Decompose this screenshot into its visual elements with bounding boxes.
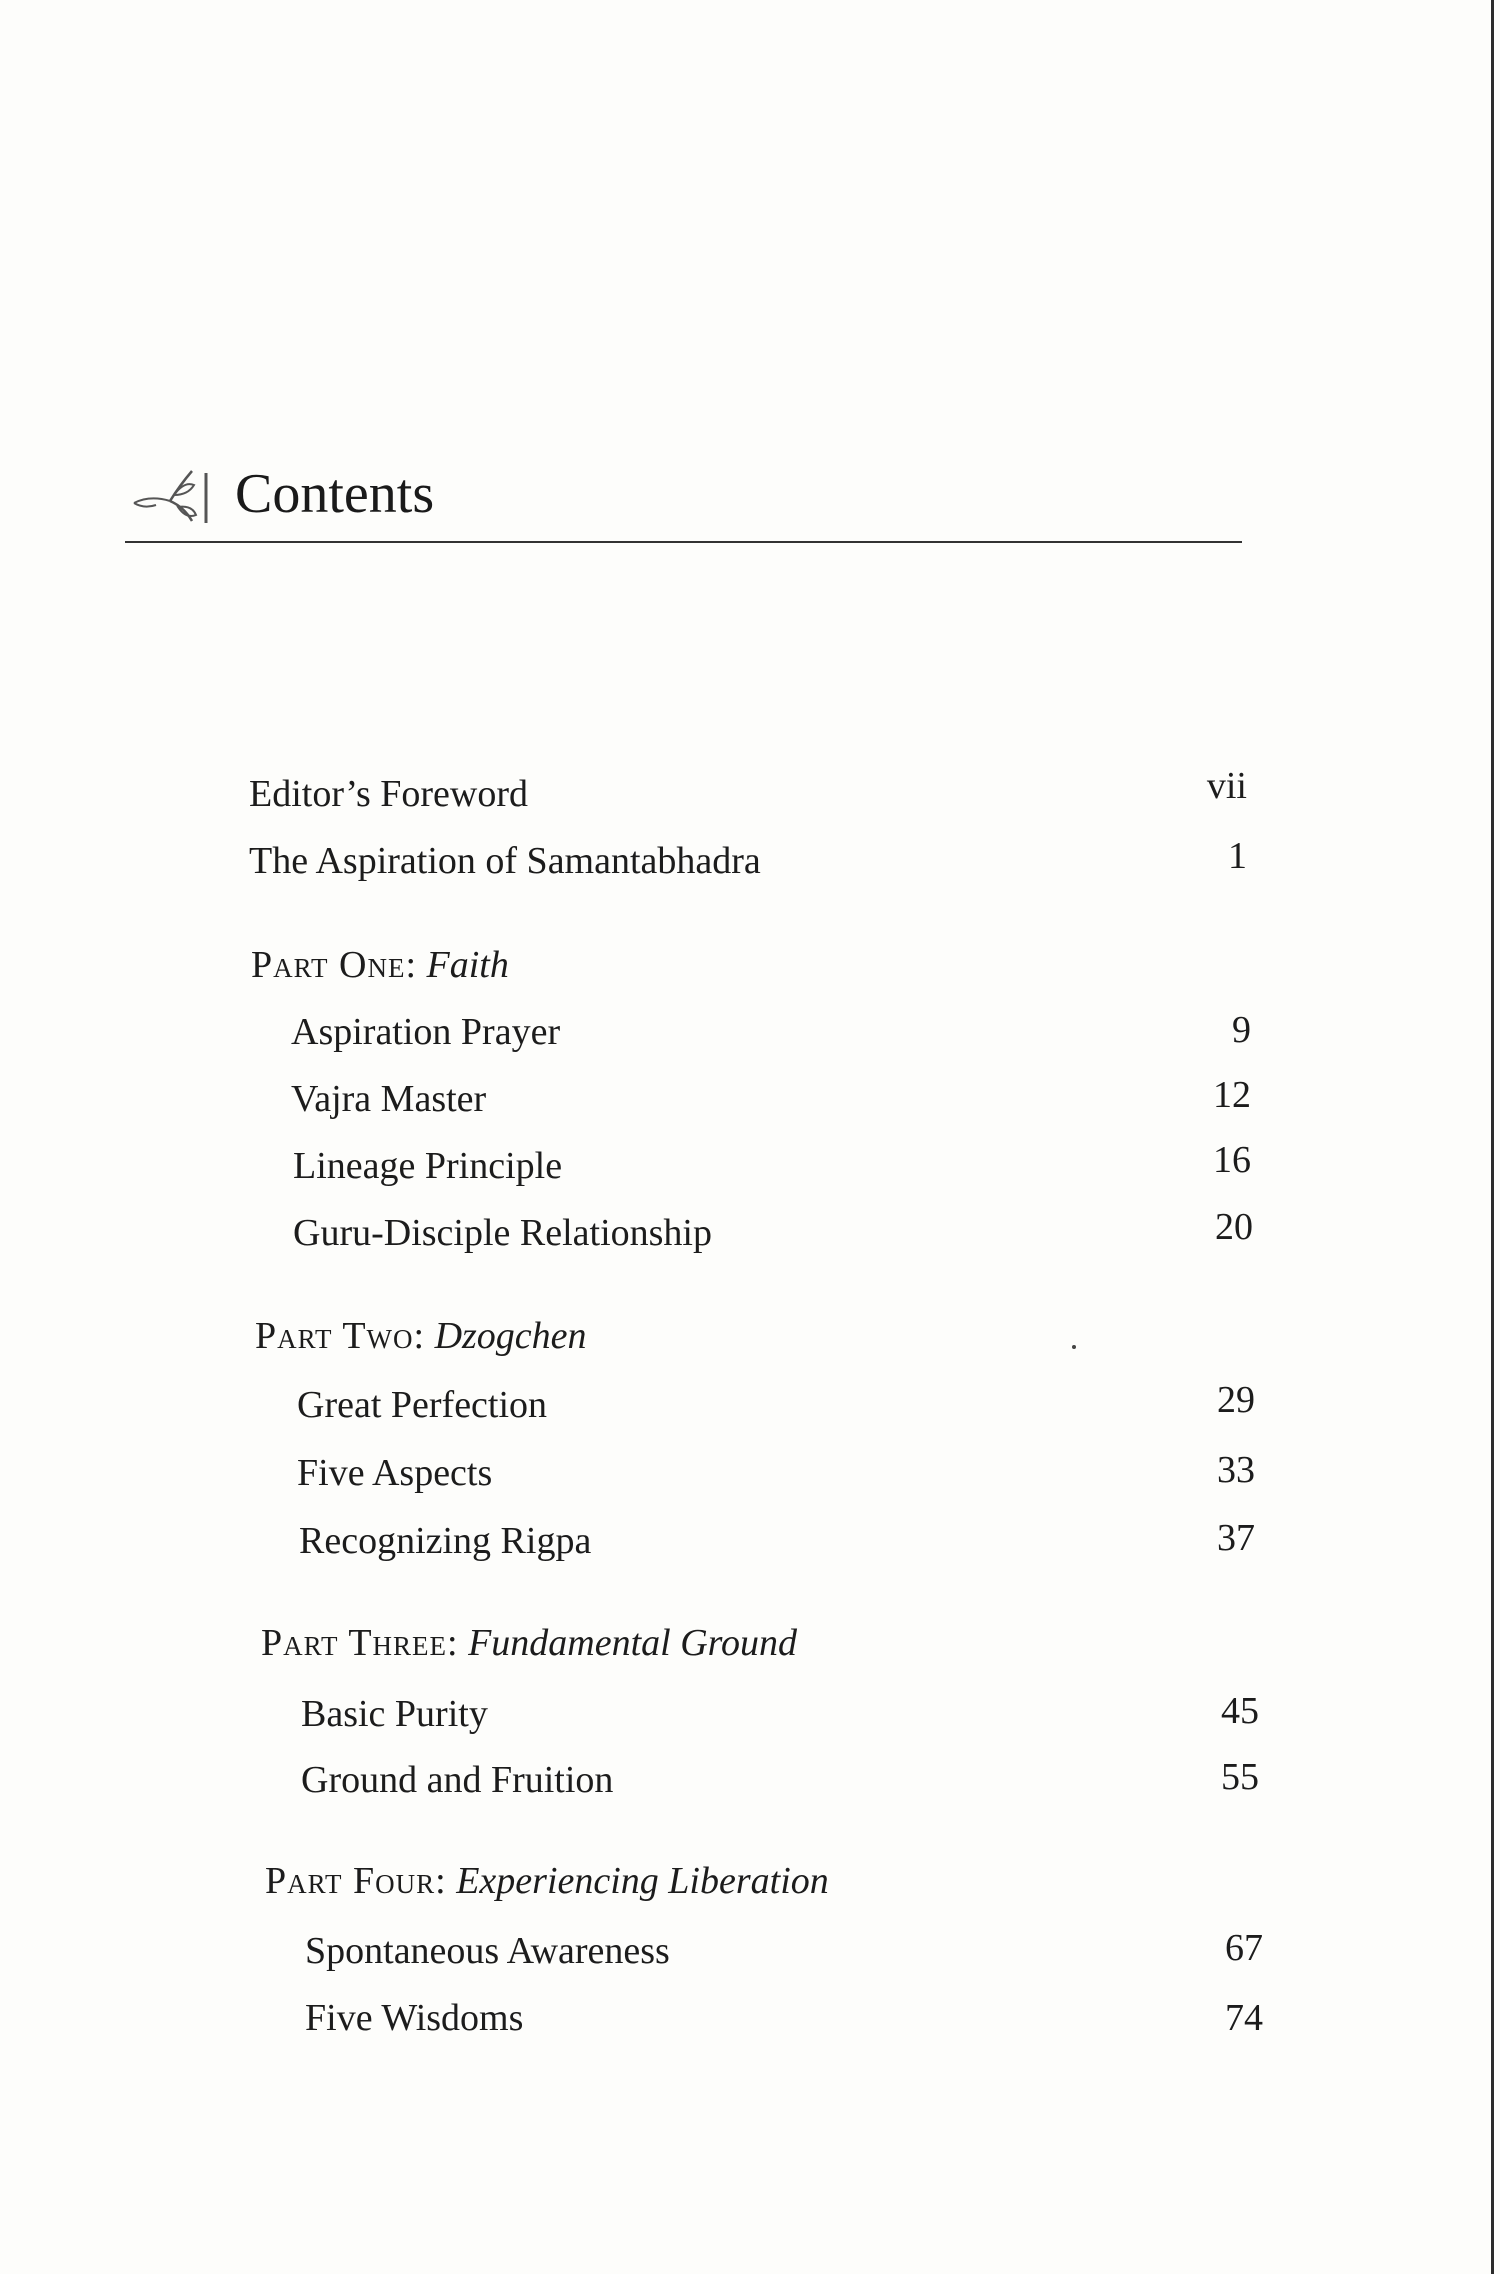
toc-entry-title[interactable]: Five Wisdoms bbox=[305, 1997, 524, 2039]
toc-entry-title[interactable]: Ground and Fruition bbox=[301, 1759, 614, 1801]
toc-entry-title[interactable]: Vajra Master bbox=[291, 1078, 487, 1120]
part-subject: Fundamental Ground bbox=[468, 1622, 798, 1664]
part-subject: Faith bbox=[426, 944, 509, 986]
toc-entry-page: 20 bbox=[1215, 1206, 1253, 1248]
part-heading bbox=[251, 943, 509, 987]
toc-entry-page: 1 bbox=[1228, 835, 1247, 877]
toc-entry-page: 29 bbox=[1217, 1379, 1255, 1421]
toc-entry-title[interactable]: Editor’s Foreword bbox=[249, 773, 528, 815]
toc-entry-page: 16 bbox=[1213, 1139, 1251, 1181]
part-label: Part Four: bbox=[265, 1860, 447, 1902]
toc-entry-title[interactable]: Recognizing Rigpa bbox=[299, 1520, 592, 1562]
part-heading bbox=[255, 1314, 587, 1358]
toc-entry-page: 12 bbox=[1213, 1074, 1251, 1116]
toc-entry-page: 55 bbox=[1221, 1756, 1259, 1798]
part-label: Part One: bbox=[251, 944, 418, 986]
part-heading bbox=[265, 1859, 829, 1903]
toc-entry-page: 37 bbox=[1217, 1517, 1255, 1559]
toc-entry-page: 33 bbox=[1217, 1449, 1255, 1491]
page-title: Contents bbox=[235, 463, 435, 525]
part-subject: Experiencing Liberation bbox=[456, 1860, 829, 1902]
toc-entry-page: 9 bbox=[1232, 1009, 1251, 1051]
toc-entry-title[interactable]: The Aspiration of Samantabhadra bbox=[249, 840, 761, 882]
toc-entry-title[interactable]: Aspiration Prayer bbox=[291, 1011, 561, 1053]
toc-entry-title[interactable]: Guru-Disciple Relationship bbox=[293, 1212, 712, 1254]
print-speck bbox=[1072, 1345, 1076, 1349]
part-label: Part Three: bbox=[261, 1622, 459, 1664]
toc-entry-title[interactable]: Lineage Principle bbox=[293, 1145, 563, 1187]
part-label: Part Two: bbox=[255, 1315, 426, 1357]
toc-entry-title[interactable]: Spontaneous Awareness bbox=[305, 1930, 670, 1972]
toc-entry-title[interactable]: Basic Purity bbox=[301, 1693, 488, 1735]
toc-entry-page: 45 bbox=[1221, 1690, 1259, 1732]
part-subject: Dzogchen bbox=[434, 1315, 587, 1357]
toc-entry-page: 67 bbox=[1225, 1927, 1263, 1969]
toc-entry-title[interactable]: Great Perfection bbox=[297, 1384, 548, 1426]
toc-entry-page: 74 bbox=[1225, 1997, 1263, 2039]
toc-entry-title[interactable]: Five Aspects bbox=[297, 1452, 493, 1494]
part-heading bbox=[261, 1621, 797, 1665]
toc-entry-page: vii bbox=[1206, 765, 1247, 807]
